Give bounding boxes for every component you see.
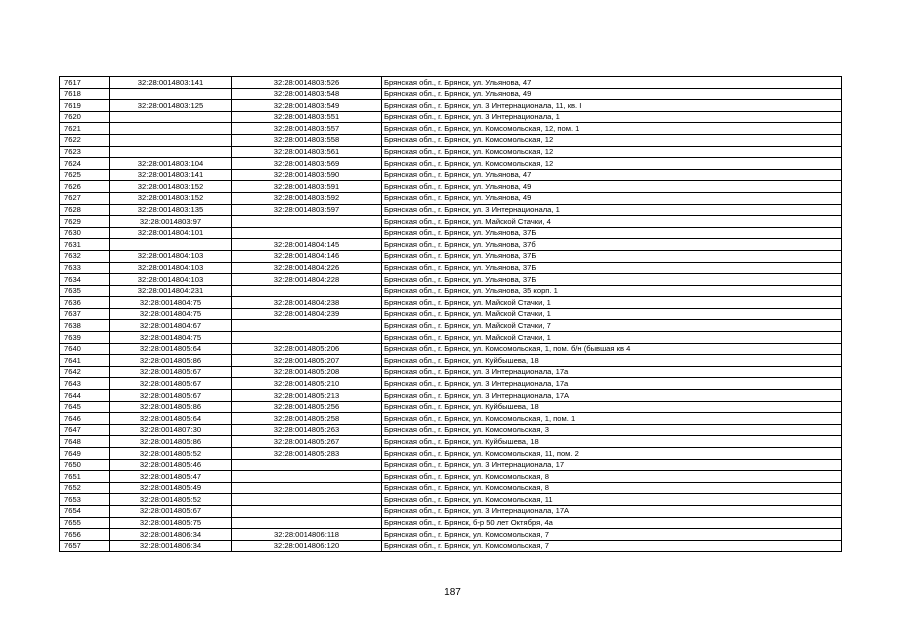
object-cadastral-number-cell: 32:28:0014803:526: [232, 77, 382, 89]
cadastral-number-cell: 32:28:0014804:103: [110, 274, 232, 286]
row-number-cell: 7638: [60, 320, 110, 332]
table-row: [60, 424, 842, 436]
table-row: [60, 181, 842, 193]
cadastral-number-cell: [110, 123, 232, 135]
object-cadastral-number-cell: 32:28:0014805:208: [232, 366, 382, 378]
row-number-cell: 7623: [60, 146, 110, 158]
address-cell: Брянская обл., г. Брянск, ул. Ульянова, 47: [382, 169, 842, 181]
object-cadastral-number-cell: 32:28:0014806:118: [232, 529, 382, 541]
table-row: [60, 355, 842, 367]
row-number-cell: 7635: [60, 285, 110, 297]
address-cell: Брянская обл., г. Брянск, ул. Комсомольская, 12, пом. 1: [382, 123, 842, 135]
object-cadastral-number-cell: 32:28:0014805:210: [232, 378, 382, 390]
cadastral-number-cell: 32:28:0014805:52: [110, 494, 232, 506]
address-cell: Брянская обл., г. Брянск, ул. Куйбышева, 18: [382, 355, 842, 367]
table-row: [60, 471, 842, 483]
table-row: [60, 517, 842, 529]
address-cell: Брянская обл., г. Брянск, ул. Майской Стачки, 4: [382, 216, 842, 228]
address-cell: Брянская обл., г. Брянск, ул. 3 Интернационала, 17: [382, 459, 842, 471]
row-number-cell: 7629: [60, 216, 110, 228]
cadastral-number-cell: 32:28:0014803:104: [110, 158, 232, 170]
table-row: [60, 459, 842, 471]
table-row: [60, 505, 842, 517]
row-number-cell: 7619: [60, 100, 110, 112]
address-cell: Брянская обл., г. Брянск, ул. Ульянова, 47: [382, 77, 842, 89]
object-cadastral-number-cell: 32:28:0014805:256: [232, 401, 382, 413]
object-cadastral-number-cell: 32:28:0014803:549: [232, 100, 382, 112]
address-cell: Брянская обл., г. Брянск, ул. 3 Интернационала, 17а: [382, 378, 842, 390]
address-cell: Брянская обл., г. Брянск, ул. 3 Интернационала, 17а: [382, 366, 842, 378]
table-row: [60, 448, 842, 460]
object-cadastral-number-cell: 32:28:0014804:226: [232, 262, 382, 274]
address-cell: Брянская обл., г. Брянск, ул. Куйбышева, 18: [382, 436, 842, 448]
row-number-cell: 7634: [60, 274, 110, 286]
object-cadastral-number-cell: 32:28:0014804:239: [232, 308, 382, 320]
row-number-cell: 7647: [60, 424, 110, 436]
page-number: 187: [444, 587, 461, 598]
object-cadastral-number-cell: 32:28:0014805:258: [232, 413, 382, 425]
table-row: [60, 401, 842, 413]
table-row: [60, 77, 842, 89]
address-cell: Брянская обл., г. Брянск, ул. Ульянова, 49: [382, 192, 842, 204]
row-number-cell: 7628: [60, 204, 110, 216]
table-row: [60, 88, 842, 100]
row-number-cell: 7644: [60, 390, 110, 402]
table-row: [60, 134, 842, 146]
address-cell: Брянская обл., г. Брянск, ул. Комсомольская, 3: [382, 424, 842, 436]
address-cell: Брянская обл., г. Брянск, ул. Майской Стачки, 1: [382, 332, 842, 344]
table-row: [60, 146, 842, 158]
row-number-cell: 7631: [60, 239, 110, 251]
table-row: [60, 366, 842, 378]
row-number-cell: 7626: [60, 181, 110, 193]
address-cell: Брянская обл., г. Брянск, ул. Майской Стачки, 1: [382, 308, 842, 320]
cadastral-number-cell: [110, 88, 232, 100]
cadastral-number-cell: 32:28:0014804:101: [110, 227, 232, 239]
object-cadastral-number-cell: 32:28:0014803:548: [232, 88, 382, 100]
table-row: [60, 529, 842, 541]
table-row: [60, 204, 842, 216]
address-cell: Брянская обл., г. Брянск, ул. Комсомольская, 1, пом. 1: [382, 413, 842, 425]
address-cell: Брянская обл., г. Брянск, ул. Майской Стачки, 7: [382, 320, 842, 332]
cadastral-number-cell: 32:28:0014803:152: [110, 192, 232, 204]
address-cell: Брянская обл., г. Брянск, ул. Комсомольская, 11, пом. 2: [382, 448, 842, 460]
cadastral-number-cell: 32:28:0014804:103: [110, 250, 232, 262]
row-number-cell: 7650: [60, 459, 110, 471]
row-number-cell: 7651: [60, 471, 110, 483]
table-row: [60, 413, 842, 425]
cadastral-number-cell: 32:28:0014805:67: [110, 366, 232, 378]
address-cell: Брянская обл., г. Брянск, ул. Майской Стачки, 1: [382, 297, 842, 309]
address-cell: Брянская обл., г. Брянск, ул. Комсомольская, 1, пом. б/н (бывшая кв 4: [382, 343, 842, 355]
cadastral-number-cell: 32:28:0014806:34: [110, 540, 232, 552]
object-cadastral-number-cell: [232, 517, 382, 529]
cadastral-number-cell: 32:28:0014803:97: [110, 216, 232, 228]
row-number-cell: 7641: [60, 355, 110, 367]
table-row: [60, 297, 842, 309]
cadastral-number-cell: 32:28:0014805:49: [110, 482, 232, 494]
object-cadastral-number-cell: 32:28:0014805:267: [232, 436, 382, 448]
address-cell: Брянская обл., г. Брянск, ул. 3 Интернационала, 17А: [382, 390, 842, 402]
address-cell: Брянская обл., г. Брянск, ул. Комсомольская, 12: [382, 146, 842, 158]
address-cell: Брянская обл., г. Брянск, ул. Ульянова, 37Б: [382, 262, 842, 274]
object-cadastral-number-cell: 32:28:0014804:238: [232, 297, 382, 309]
address-cell: Брянская обл., г. Брянск, ул. 3 Интернационала, 11, кв. I: [382, 100, 842, 112]
cadastral-number-cell: 32:28:0014804:75: [110, 297, 232, 309]
row-number-cell: 7655: [60, 517, 110, 529]
cadastral-number-cell: 32:28:0014805:86: [110, 355, 232, 367]
cadastral-number-cell: 32:28:0014803:152: [110, 181, 232, 193]
cadastral-number-cell: 32:28:0014805:64: [110, 343, 232, 355]
row-number-cell: 7653: [60, 494, 110, 506]
row-number-cell: 7645: [60, 401, 110, 413]
address-cell: Брянская обл., г. Брянск, ул. Куйбышева, 18: [382, 401, 842, 413]
cadastral-number-cell: 32:28:0014805:67: [110, 505, 232, 517]
row-number-cell: 7630: [60, 227, 110, 239]
cadastral-number-cell: 32:28:0014803:141: [110, 169, 232, 181]
table-row: [60, 169, 842, 181]
cadastral-number-cell: 32:28:0014804:75: [110, 308, 232, 320]
row-number-cell: 7639: [60, 332, 110, 344]
object-cadastral-number-cell: 32:28:0014804:145: [232, 239, 382, 251]
cadastral-number-cell: 32:28:0014804:67: [110, 320, 232, 332]
address-cell: Брянская обл., г. Брянск, ул. Комсомольская, 8: [382, 482, 842, 494]
address-cell: Брянская обл., г. Брянск, ул. 3 Интернационала, 17А: [382, 505, 842, 517]
object-cadastral-number-cell: [232, 285, 382, 297]
cadastral-number-cell: [110, 134, 232, 146]
cadastral-number-cell: 32:28:0014806:34: [110, 529, 232, 541]
table-row: [60, 343, 842, 355]
table-row: [60, 390, 842, 402]
table-row: [60, 158, 842, 170]
table-row: [60, 192, 842, 204]
address-cell: Брянская обл., г. Брянск, ул. Комсомольская, 7: [382, 529, 842, 541]
row-number-cell: 7624: [60, 158, 110, 170]
table-row: [60, 111, 842, 123]
cadastral-number-cell: 32:28:0014805:64: [110, 413, 232, 425]
cadastral-number-cell: 32:28:0014803:141: [110, 77, 232, 89]
cadastral-number-cell: 32:28:0014805:46: [110, 459, 232, 471]
address-cell: Брянская обл., г. Брянск, ул. Ульянова, 37Б: [382, 250, 842, 262]
address-cell: Брянская обл., г. Брянск, ул. Ульянова, 35 корп. 1: [382, 285, 842, 297]
object-cadastral-number-cell: 32:28:0014803:569: [232, 158, 382, 170]
table-body: [60, 77, 842, 552]
table-row: [60, 320, 842, 332]
cadastral-number-cell: [110, 111, 232, 123]
table-row: [60, 436, 842, 448]
row-number-cell: 7617: [60, 77, 110, 89]
object-cadastral-number-cell: 32:28:0014805:213: [232, 390, 382, 402]
address-cell: Брянская обл., г. Брянск, ул. Комсомольская, 12: [382, 134, 842, 146]
object-cadastral-number-cell: 32:28:0014803:592: [232, 192, 382, 204]
object-cadastral-number-cell: 32:28:0014803:597: [232, 204, 382, 216]
row-number-cell: 7649: [60, 448, 110, 460]
table-row: [60, 216, 842, 228]
table-row: [60, 250, 842, 262]
row-number-cell: 7648: [60, 436, 110, 448]
table-row: [60, 482, 842, 494]
table-row: [60, 227, 842, 239]
object-cadastral-number-cell: 32:28:0014804:228: [232, 274, 382, 286]
row-number-cell: 7640: [60, 343, 110, 355]
cadastral-number-cell: 32:28:0014805:52: [110, 448, 232, 460]
table-row: [60, 262, 842, 274]
object-cadastral-number-cell: [232, 471, 382, 483]
address-cell: Брянская обл., г. Брянск, ул. Ульянова, 37Б: [382, 274, 842, 286]
cadastral-number-cell: 32:28:0014804:231: [110, 285, 232, 297]
object-cadastral-number-cell: [232, 332, 382, 344]
object-cadastral-number-cell: 32:28:0014803:591: [232, 181, 382, 193]
row-number-cell: 7621: [60, 123, 110, 135]
table-row: [60, 332, 842, 344]
address-cell: Брянская обл., г. Брянск, ул. Ульянова, 49: [382, 88, 842, 100]
cadastral-number-cell: [110, 239, 232, 251]
address-cell: Брянская обл., г. Брянск, ул. Ульянова, 37Б: [382, 227, 842, 239]
table-row: [60, 123, 842, 135]
cadastral-number-cell: 32:28:0014805:86: [110, 401, 232, 413]
address-cell: Брянская обл., г. Брянск, ул. Комсомольская, 7: [382, 540, 842, 552]
table-row: [60, 308, 842, 320]
row-number-cell: 7636: [60, 297, 110, 309]
table-row: [60, 274, 842, 286]
object-cadastral-number-cell: 32:28:0014805:283: [232, 448, 382, 460]
table-row: [60, 540, 842, 552]
property-table: [59, 76, 842, 552]
address-cell: Брянская обл., г. Брянск, ул. 3 Интернационала, 1: [382, 111, 842, 123]
object-cadastral-number-cell: [232, 505, 382, 517]
row-number-cell: 7620: [60, 111, 110, 123]
cadastral-number-cell: 32:28:0014805:75: [110, 517, 232, 529]
address-cell: Брянская обл., г. Брянск, ул. Комсомольская, 8: [382, 471, 842, 483]
cadastral-number-cell: 32:28:0014805:47: [110, 471, 232, 483]
row-number-cell: 7637: [60, 308, 110, 320]
address-cell: Брянская обл., г. Брянск, ул. Ульянова, 49: [382, 181, 842, 193]
address-cell: Брянская обл., г. Брянск, ул. Комсомольская, 11: [382, 494, 842, 506]
address-cell: Брянская обл., г. Брянск, б-р 50 лет Октября, 4а: [382, 517, 842, 529]
row-number-cell: 7652: [60, 482, 110, 494]
row-number-cell: 7622: [60, 134, 110, 146]
object-cadastral-number-cell: 32:28:0014805:207: [232, 355, 382, 367]
table-row: [60, 239, 842, 251]
row-number-cell: 7625: [60, 169, 110, 181]
row-number-cell: 7633: [60, 262, 110, 274]
object-cadastral-number-cell: [232, 227, 382, 239]
object-cadastral-number-cell: [232, 320, 382, 332]
object-cadastral-number-cell: [232, 494, 382, 506]
table-row: [60, 100, 842, 112]
object-cadastral-number-cell: 32:28:0014806:120: [232, 540, 382, 552]
cadastral-number-cell: 32:28:0014803:125: [110, 100, 232, 112]
cadastral-number-cell: [110, 146, 232, 158]
row-number-cell: 7656: [60, 529, 110, 541]
row-number-cell: 7627: [60, 192, 110, 204]
object-cadastral-number-cell: [232, 459, 382, 471]
address-cell: Брянская обл., г. Брянск, ул. Комсомольская, 12: [382, 158, 842, 170]
row-number-cell: 7642: [60, 366, 110, 378]
object-cadastral-number-cell: [232, 216, 382, 228]
cadastral-number-cell: 32:28:0014805:67: [110, 378, 232, 390]
cadastral-number-cell: 32:28:0014807:30: [110, 424, 232, 436]
row-number-cell: 7646: [60, 413, 110, 425]
object-cadastral-number-cell: 32:28:0014803:557: [232, 123, 382, 135]
object-cadastral-number-cell: 32:28:0014803:590: [232, 169, 382, 181]
cadastral-number-cell: 32:28:0014805:86: [110, 436, 232, 448]
row-number-cell: 7643: [60, 378, 110, 390]
address-cell: Брянская обл., г. Брянск, ул. Ульянова, 37б: [382, 239, 842, 251]
object-cadastral-number-cell: [232, 482, 382, 494]
cadastral-number-cell: 32:28:0014803:135: [110, 204, 232, 216]
row-number-cell: 7654: [60, 505, 110, 517]
table-row: [60, 494, 842, 506]
address-cell: Брянская обл., г. Брянск, ул. 3 Интернационала, 1: [382, 204, 842, 216]
cadastral-number-cell: 32:28:0014804:75: [110, 332, 232, 344]
cadastral-number-cell: 32:28:0014804:103: [110, 262, 232, 274]
row-number-cell: 7618: [60, 88, 110, 100]
object-cadastral-number-cell: 32:28:0014805:263: [232, 424, 382, 436]
object-cadastral-number-cell: 32:28:0014803:551: [232, 111, 382, 123]
object-cadastral-number-cell: 32:28:0014803:561: [232, 146, 382, 158]
row-number-cell: 7632: [60, 250, 110, 262]
object-cadastral-number-cell: 32:28:0014803:558: [232, 134, 382, 146]
table-row: [60, 378, 842, 390]
table-row: [60, 285, 842, 297]
object-cadastral-number-cell: 32:28:0014804:146: [232, 250, 382, 262]
row-number-cell: 7657: [60, 540, 110, 552]
cadastral-number-cell: 32:28:0014805:67: [110, 390, 232, 402]
object-cadastral-number-cell: 32:28:0014805:206: [232, 343, 382, 355]
